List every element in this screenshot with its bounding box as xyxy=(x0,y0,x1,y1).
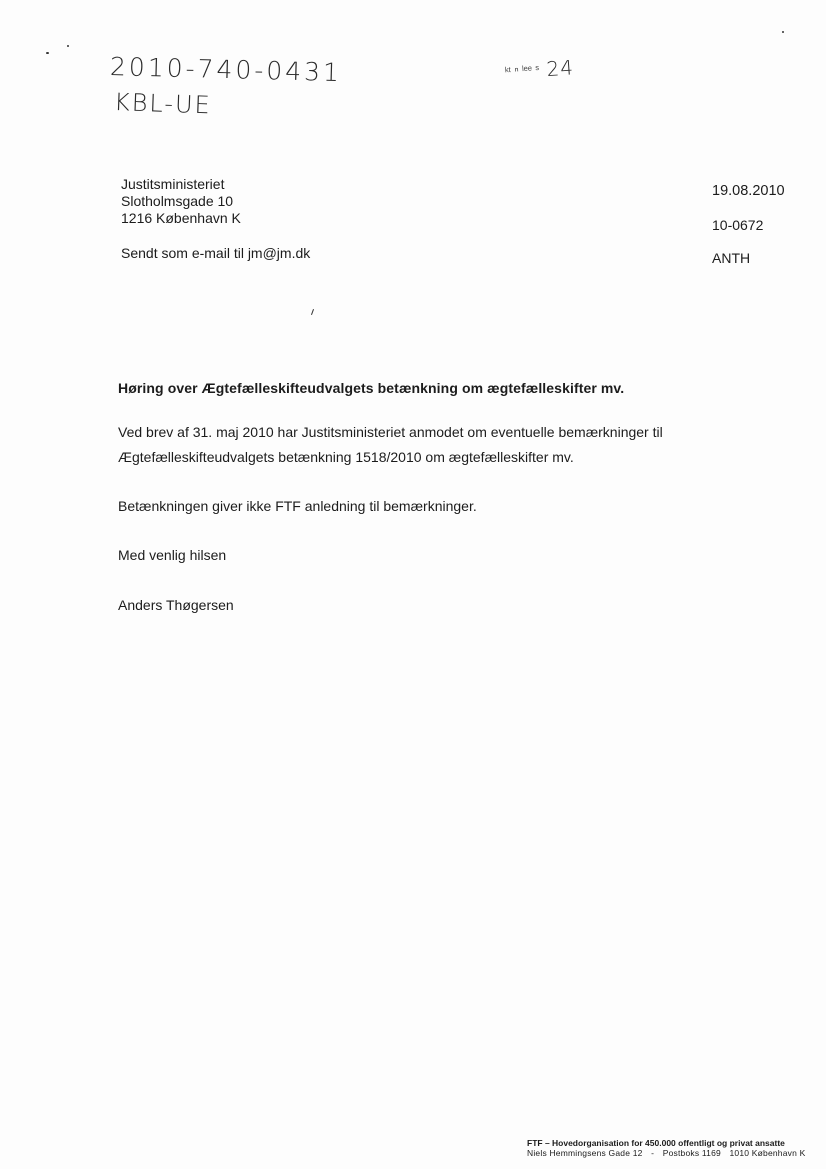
footer-po-box: Postboks 1169 xyxy=(662,1148,721,1158)
closing-phrase: Med venlig hilsen xyxy=(118,547,227,563)
recipient-city: 1216 København K xyxy=(121,210,241,226)
footer-organisation: FTF – Hovedorganisation for 450.000 offentligt og privat ansatte xyxy=(527,1138,785,1148)
body-paragraph-1-line-1: Ved brev af 31. maj 2010 har Justitsministeriet anmodet om eventuelle bemærkninger til xyxy=(118,424,663,440)
handwritten-page-number: 24 xyxy=(545,55,575,82)
footer-street: Niels Hemmingsens Gade 12 xyxy=(527,1148,643,1158)
footer-separator: - xyxy=(651,1148,655,1158)
reference-number: 10-0672 xyxy=(712,217,764,233)
body-paragraph-1-line-2: Ægtefælleskifteudvalgets betænkning 1518/2010 om ægtefælleskifter mv. xyxy=(118,449,574,465)
handwritten-case-number: 2010-740-0431 xyxy=(109,52,343,88)
footer-address-line xyxy=(527,1148,811,1158)
handwritten-unit: KBL-UE xyxy=(113,88,213,120)
recipient-name: Justitsministeriet xyxy=(121,176,225,192)
recipient-street: Slotholmsgade 10 xyxy=(121,193,234,209)
letter-footer xyxy=(527,1138,811,1158)
letter-date: 19.08.2010 xyxy=(712,183,785,199)
body-paragraph-2: Betænkningen giver ikke FTF anledning til bemærkninger. xyxy=(118,498,477,514)
handwritten-page-mark xyxy=(504,55,575,84)
signature-name: Anders Thøgersen xyxy=(118,597,234,613)
author-initials: ANTH xyxy=(712,250,751,266)
sent-via-note: Sendt som e-mail til jm@jm.dk xyxy=(121,245,311,261)
footer-city: 1010 København K xyxy=(729,1148,806,1158)
letter-subject: Høring over Ægtefælleskifteudvalgets betænkning om ægtefælleskifter mv. xyxy=(118,380,625,396)
handwritten-scribble: ᵏᵗ ⁿ ˡᵉᵉ ˢ xyxy=(504,62,540,78)
recipient-address xyxy=(121,176,241,227)
